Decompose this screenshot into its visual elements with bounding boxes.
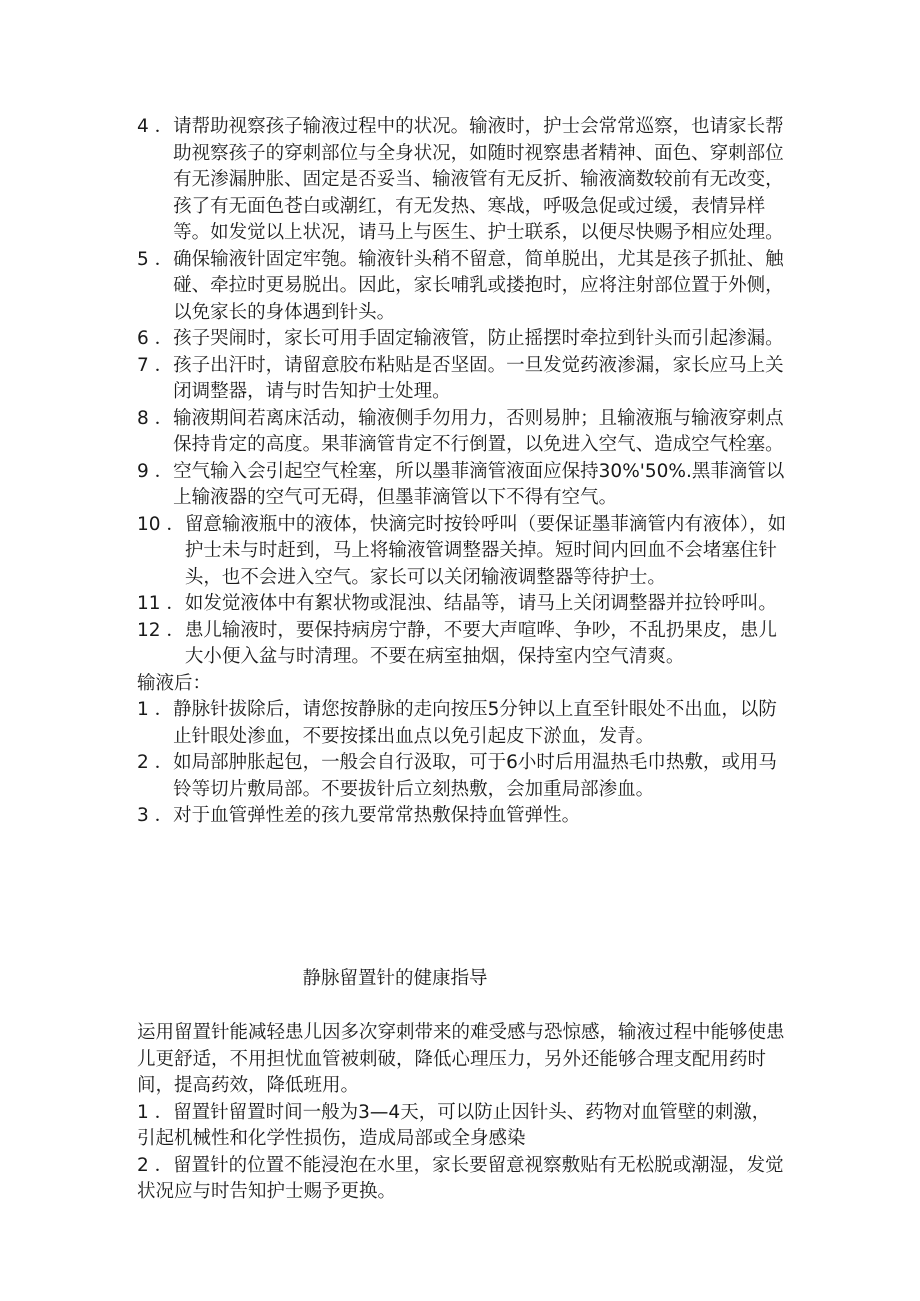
during-infusion-list (137, 114, 787, 830)
section-title-text: 静脉留置针的健康指导 (302, 968, 488, 989)
item-number: 10 ． (137, 513, 185, 535)
item-text: 患儿输液时，要保持病房宁静，不要大声喧哗、争吵，不乱扔果皮，患儿大小便入盆与时清理。不要在病室抽烟，保持室内空气清爽。 (184, 619, 777, 667)
item-number: 3 ． (137, 805, 174, 826)
item-text: 对于血管弹性差的孩九要常常热敷保持血管弹性。 (173, 805, 581, 826)
list-item (137, 618, 787, 671)
intro-paragraph: 运用留置针能减轻患儿因多次穿刺带来的难受感与恐惊感，输液过程中能够使患儿更舒适，不用担忧血管被刺破，降低心理压力，另外还能够合理支配用药时间，提高药效，降低班用。 (137, 1022, 785, 1096)
item-text: 空气输入会引起空气栓塞，所以墨菲滴管液面应保持30%'50%.黑菲滴管以上输液器的空气可无碍，但墨菲滴管以下不得有空气。 (173, 460, 785, 508)
list-item (137, 512, 787, 592)
list-item (137, 406, 787, 459)
item-text: 如局部肿胀起包，一般会自行汲取，可于6小时后用温热毛巾热敷，或用马铃等切片敷局部。不要拔针后立刻热敷，会加重局部渗血。 (173, 752, 777, 800)
list-item (137, 247, 787, 327)
item-number: 1 ． (137, 1101, 174, 1123)
item-number: 6 ． (137, 328, 174, 349)
list-item (137, 114, 787, 247)
item-text: 静脉针拔除后，请您按静脉的走向按压5分钟以上直至针眼处不出血，以防止针眼处渗血，不要按揉出血点以免引起皮下淤血，发青。 (173, 699, 777, 747)
item-number: 11 ． (137, 593, 185, 614)
list-item (137, 326, 787, 353)
item-number: 12 ． (137, 619, 185, 641)
list-item (137, 353, 787, 406)
item-number: 2 ． (137, 1154, 174, 1176)
item-text: 请帮助视察孩子输液过程中的状况。输液时，护士会常常巡察，也请家长帮助视察孩子的穿刺部位与全身状况，如随时视察患者精神、面色、穿刺部位有无渗漏肿胀、固定是否妥当、输液管有无反折、输液滴数较前有无改变，孩了有无面色苍白或潮红，有无发热、寒战，呼吸急促或过缓，表情异样等。如发觉以上状况，请马上与医生、护士联系，以便尽快赐予相应处理。 (173, 116, 784, 243)
section-title (0, 966, 920, 993)
item-number: 8 ． (137, 407, 174, 429)
item-text: 孩子出汗时，请留意胶布粘贴是否坚固。一旦发觉药液渗漏，家长应马上关闭调整器，请与时告知护士处理。 (173, 354, 784, 402)
list-item (137, 1153, 787, 1206)
item-text: 输液期间若离床活动，输液侧手勿用力，否则易肿；且输液瓶与输液穿刺点保持肯定的高度。果菲滴管肯定不行倒置，以免进入空气、造成空气栓塞。 (173, 407, 784, 455)
after-infusion-heading: 输液后： (137, 672, 212, 694)
list-item (137, 697, 787, 750)
list-item (137, 803, 787, 830)
item-text: 孩子哭闹时，家长可用手固定输液管，防止摇摆时牵拉到针头而引起渗漏。 (173, 328, 784, 349)
list-item (137, 1100, 787, 1153)
item-number: 1 ． (137, 699, 174, 720)
needle-section (137, 1020, 787, 1206)
item-text: 留置针的位置不能浸泡在水里，家长要留意视察敷贴有无松脱或潮湿，发觉状况应与时告知护士赐予更换。 (137, 1154, 784, 1202)
item-text: 留置针留置时间一般为3—4天，可以防止因针头、药物对血管壁的刺激，引起机械性和化学性损伤，造成局部或全身感染 (137, 1101, 771, 1149)
list-item (137, 459, 787, 512)
item-number: 4 ． (137, 116, 174, 137)
item-number: 9 ． (137, 460, 174, 482)
item-text: 如发觉液体中有絮状物或混浊、结晶等，请马上关闭调整器并拉铃呼叫。 (184, 593, 777, 614)
list-item (137, 591, 787, 618)
item-text: 留意输液瓶中的液体，快滴完时按铃呼叫（要保证墨菲滴管内有液体），如护士未与时赶到，马上将输液管调整器关掉。短时间内回血不会堵塞住针头，也不会进入空气。家长可以关闭输液调整器等待护士。 (184, 513, 787, 588)
item-number: 7 ． (137, 354, 174, 376)
item-number: 5 ． (137, 248, 174, 270)
list-item (137, 750, 787, 803)
item-text: 确保输液针固定牢匏。输液针头稍不留意，简单脱出，尤其是孩子抓扯、触碰、牵拉时更易脱出。因此，家长哺乳或搂抱时，应将注射部位置于外侧，以免家长的身体遇到针头。 (173, 248, 784, 323)
item-number: 2 ． (137, 752, 174, 773)
